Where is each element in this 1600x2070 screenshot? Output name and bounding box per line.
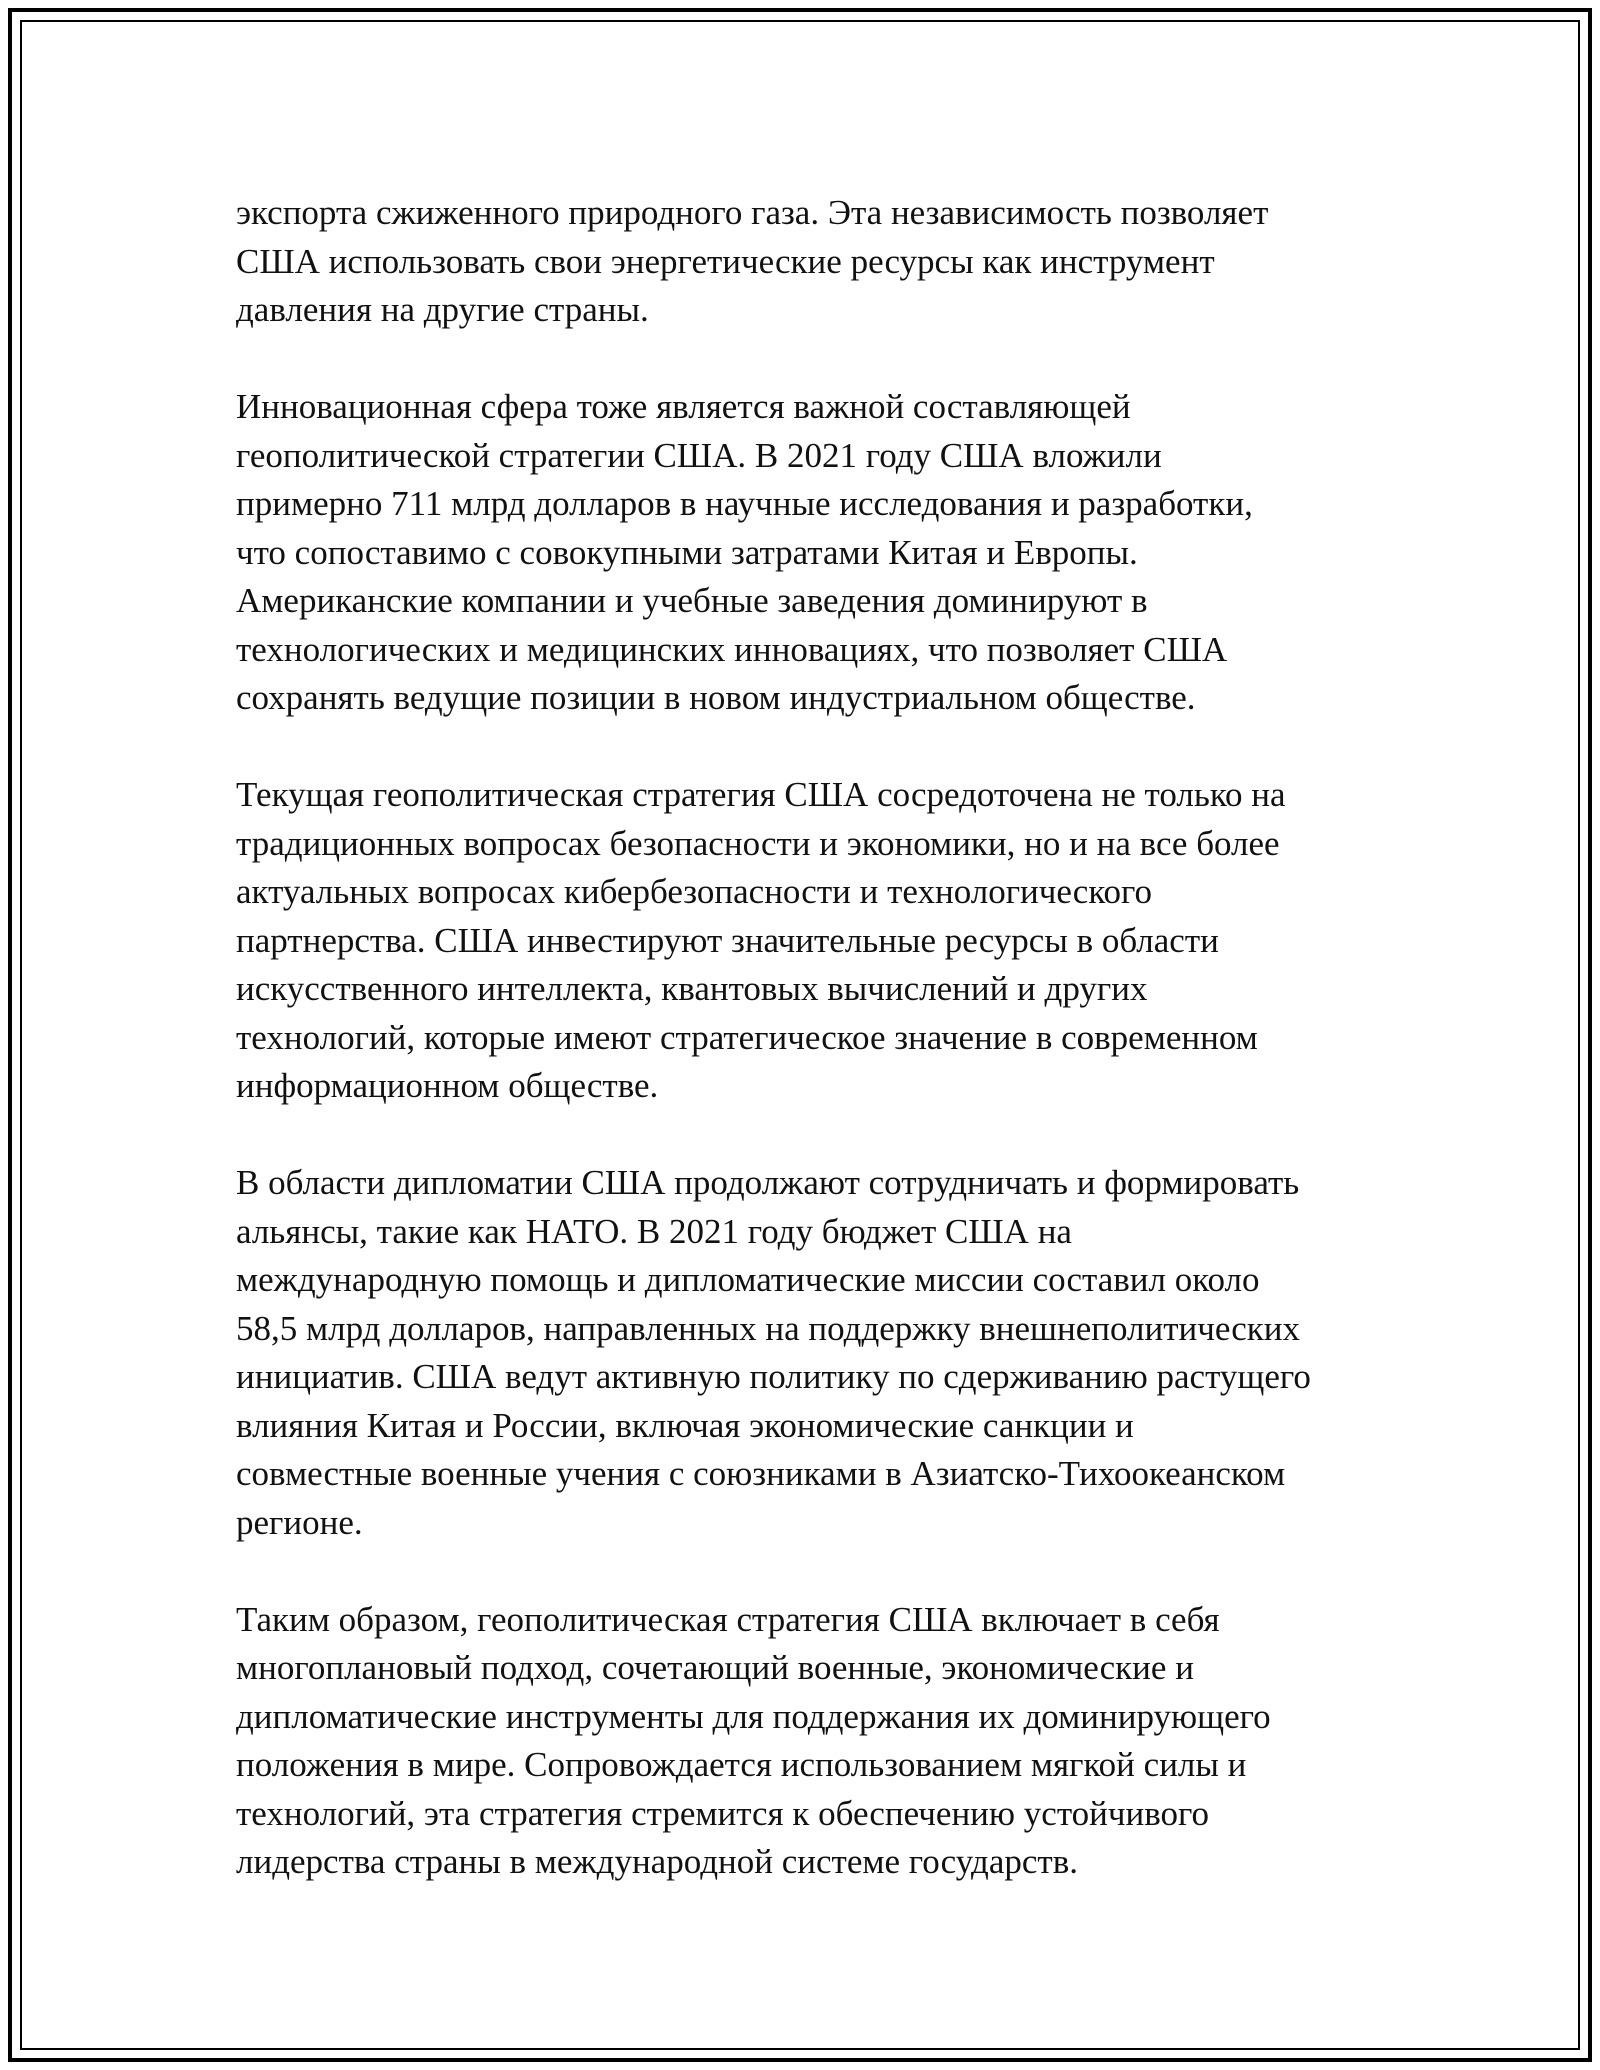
text-line: совместные военные учения с союзниками в Азиатско-Тихоокеанском (236, 1454, 1286, 1493)
text-line: 58,5 млрд долларов, направленных на поддержку внешнеполитических (236, 1308, 1301, 1348)
text-line: дипломатические инструменты для поддержания их доминирующего (236, 1696, 1271, 1736)
text-line: многоплановый подход, сочетающий военные, экономические и (236, 1648, 1194, 1687)
text-line: информационном обществе. (236, 1066, 659, 1105)
text-line: международную помощь и дипломатические миссии составил около (236, 1260, 1260, 1299)
text-line: США использовать свои энергетические ресурсы как инструмент (236, 241, 1215, 281)
text-line: положения в мире. Сопровождается использованием мягкой силы и (236, 1745, 1247, 1784)
text-line: альянсы, такие как НАТО. В 2021 году бюджет США на (236, 1211, 1072, 1251)
text-line: геополитической стратегии США. В 2021 году США вложили (236, 435, 1162, 475)
text-line: Таким образом, геополитическая стратегия США включает в себя (236, 1599, 1220, 1639)
text-line: давления на другие страны. (236, 290, 649, 329)
text-line: инициатив. США ведут активную политику по сдерживанию растущего (236, 1357, 1311, 1396)
text-line: что сопоставимо с совокупными затратами Китая и Европы. (236, 532, 1138, 572)
paragraph-cybersecurity (236, 771, 1376, 1111)
document-body (236, 189, 1376, 1935)
text-line: искусственного интеллекта, квантовых вычислений и других (236, 969, 1148, 1008)
text-line: технологических и медицинских инновациях, что позволяет США (236, 629, 1228, 669)
text-line: экспорта сжиженного природного газа. Эта независимость позволяет (236, 193, 1269, 232)
text-line: лидерства страны в международной системе государств. (236, 1842, 1078, 1881)
text-line: Текущая геополитическая стратегия США сосредоточена не только на (236, 775, 1286, 814)
paragraph-innovation (236, 383, 1376, 723)
text-line: партнерства. США инвестируют значительные ресурсы в области (236, 920, 1219, 960)
text-line: регионе. (236, 1502, 363, 1542)
paragraph-lng-export (236, 189, 1376, 335)
text-line: В области дипломатии США продолжают сотрудничать и формировать (236, 1163, 1300, 1202)
text-line: технологий, эта стратегия стремится к обеспечению устойчивого (236, 1793, 1210, 1833)
text-line: сохранять ведущие позиции в новом индустриальном обществе. (236, 678, 1196, 717)
text-line: актуальных вопросах кибербезопасности и технологического (236, 872, 1153, 911)
text-line: технологий, которые имеют стратегическое значение в современном (236, 1017, 1258, 1057)
text-line: традиционных вопросах безопасности и экономики, но и на все более (236, 823, 1280, 863)
text-line: примерно 711 млрд долларов в научные исследования и разработки, (236, 484, 1253, 523)
text-line: влияния Китая и России, включая экономические санкции и (236, 1405, 1134, 1445)
text-line: Инновационная сфера тоже является важной составляющей (236, 387, 1131, 426)
paragraph-diplomacy (236, 1159, 1376, 1547)
paragraph-conclusion (236, 1596, 1376, 1887)
text-line: Американские компании и учебные заведения доминируют в (236, 581, 1148, 620)
